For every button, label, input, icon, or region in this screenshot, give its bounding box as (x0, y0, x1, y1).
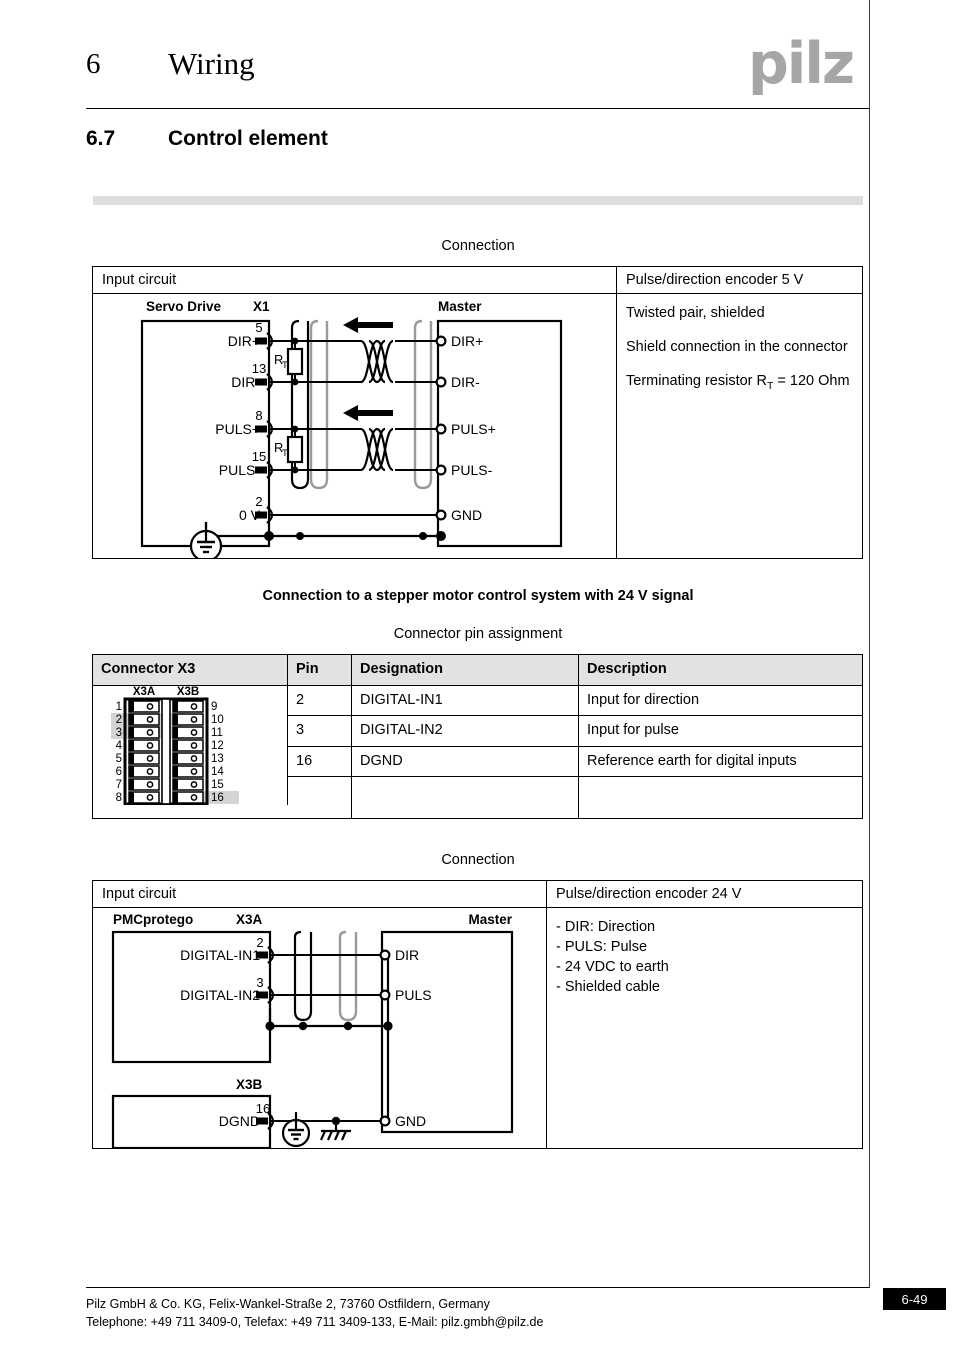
cell-designation: DIGITAL-IN1 (352, 686, 579, 716)
diagram1-note-2: Shield connection in the connector (626, 339, 848, 356)
diagram2-note-2: - PULS: Pulse (556, 939, 648, 956)
svg-text:R: R (274, 440, 284, 455)
svg-text:16: 16 (255, 1101, 271, 1116)
svg-text:2: 2 (255, 494, 263, 509)
svg-text:5: 5 (255, 320, 263, 335)
svg-text:2: 2 (256, 935, 264, 950)
col-header-pin: Pin (288, 655, 352, 686)
accent-bar (93, 196, 863, 205)
svg-text:PULS+: PULS+ (451, 421, 496, 437)
diagram2-left-header: Input circuit (102, 886, 177, 902)
footer-line-1: Pilz GmbH & Co. KG, Felix-Wankel-Straße 2, 73760 Ostfildern, Germany (86, 1297, 490, 1311)
diagram2-note-4: - Shielded cable (556, 979, 660, 996)
pin-assignment-caption: Connector pin assignment (393, 626, 563, 642)
diagram1-table (92, 266, 863, 559)
svg-text:DIR: DIR (395, 947, 420, 963)
cell-pin: 2 (288, 686, 352, 716)
svg-text:3: 3 (115, 726, 122, 739)
pilz-logo: pilz (748, 31, 854, 97)
svg-text:PULS: PULS (395, 987, 432, 1003)
svg-text:1: 1 (115, 700, 122, 713)
svg-text:2: 2 (115, 713, 122, 726)
diagram1-header-row (93, 267, 862, 294)
svg-text:DIGITAL-IN1: DIGITAL-IN1 (180, 947, 260, 963)
diagram2-device-label: PMCprotego (113, 912, 194, 927)
diagram2-notes (546, 908, 862, 1148)
cell-designation: DGND (352, 747, 579, 777)
svg-text:DIR-: DIR- (451, 374, 480, 390)
col-header-connector: Connector X3 (93, 655, 288, 686)
svg-text:X3A: X3A (132, 685, 156, 698)
diagram2-table (92, 880, 863, 1149)
svg-text:PULS-: PULS- (451, 462, 493, 478)
diagram2-right-header: Pulse/direction encoder 24 V (546, 881, 862, 907)
svg-text:4: 4 (115, 739, 122, 752)
svg-text:DIGITAL-IN2: DIGITAL-IN2 (180, 987, 260, 1003)
table-row (288, 716, 862, 747)
svg-text:3: 3 (256, 975, 264, 990)
section-number: 6.7 (86, 127, 116, 150)
diagram1-master-label: Master (438, 299, 482, 314)
svg-text:16: 16 (211, 791, 224, 804)
page-right-rule (869, 0, 870, 1288)
svg-text:7: 7 (115, 778, 122, 791)
diagram2-schematic (93, 908, 546, 1148)
page-number-badge: 6-49 (883, 1288, 946, 1310)
svg-text:0 V: 0 V (238, 507, 260, 523)
svg-text:13: 13 (251, 361, 267, 376)
table-header-row (93, 655, 862, 686)
table-body-row (93, 686, 862, 819)
diagram1-note-1: Twisted pair, shielded (626, 305, 765, 321)
svg-text:R: R (274, 352, 284, 367)
diagram1-left-header: Input circuit (102, 272, 177, 288)
svg-text:DGND: DGND (218, 1113, 260, 1129)
stepper-headline: Connection to a stepper motor control system with 24 V signal (262, 588, 694, 604)
svg-text:9: 9 (211, 700, 218, 713)
diagram2-caption: Connection (441, 852, 515, 868)
svg-text:15: 15 (211, 778, 224, 791)
svg-text:DIR+: DIR+ (227, 333, 260, 349)
diagram1-right-header: Pulse/direction encoder 5 V (616, 267, 862, 293)
svg-text:GND: GND (451, 507, 483, 523)
chapter-number: 6 (86, 48, 101, 80)
svg-text:T: T (282, 360, 288, 371)
svg-text:8: 8 (115, 791, 122, 804)
footer-line-2: Telephone: +49 711 3409-0, Telefax: +49 711 3409-133, E-Mail: pilz.gmbh@pilz.de (86, 1315, 544, 1330)
diagram1-connector-label: X1 (253, 299, 270, 314)
cell-pin: 16 (288, 747, 352, 777)
diagram2-header-row (93, 881, 862, 908)
diagram2-connector-b-label: X3B (236, 1077, 263, 1092)
cell-pin: 3 (288, 716, 352, 746)
header-divider (86, 108, 869, 109)
col-header-designation: Designation (352, 655, 579, 686)
diagram2-note-3: - 24 VDC to earth (556, 959, 669, 976)
diagram1-note-3: Terminating resistor $R_T = 120$ Ohm (626, 373, 850, 393)
svg-text:8: 8 (255, 408, 263, 423)
footer-divider (86, 1287, 869, 1288)
cell-empty (288, 777, 352, 818)
svg-text:T: T (282, 448, 288, 459)
page-title: Control element (168, 127, 328, 150)
cell-empty (579, 777, 862, 818)
svg-text:14: 14 (211, 765, 224, 778)
cell-empty (352, 777, 579, 818)
svg-text:X3B: X3B (176, 685, 200, 698)
pmcprotego-schematic-svg (93, 908, 546, 1148)
diagram1-schematic (93, 294, 616, 558)
svg-text:PULS-: PULS- (218, 462, 260, 478)
cell-description: Input for pulse (587, 722, 679, 739)
svg-text:6: 6 (115, 765, 122, 778)
table-row (288, 747, 862, 778)
diagram1-device-label: Servo Drive (146, 299, 222, 314)
svg-text:15: 15 (251, 449, 267, 464)
servo-drive-schematic-svg (93, 294, 616, 558)
cell-designation: DIGITAL-IN2 (352, 716, 579, 746)
connector-pinout-svg (93, 686, 287, 805)
svg-text:DIR+: DIR+ (451, 333, 484, 349)
connector-x3-graphic (93, 686, 288, 805)
svg-text:PULS+: PULS+ (215, 421, 260, 437)
svg-text:GND: GND (395, 1113, 427, 1129)
col-header-description: Description (579, 655, 862, 686)
diagram2-master-label: Master (468, 912, 512, 927)
table-row (288, 686, 862, 717)
svg-text:5: 5 (115, 752, 122, 765)
diagram2-note-1: - DIR: Direction (556, 919, 656, 935)
table-filler-row (288, 777, 862, 818)
cell-description: Reference earth for digital inputs (587, 752, 797, 769)
diagram1-caption: Connection (441, 238, 515, 254)
diagram1-notes (616, 294, 862, 558)
cell-description: Input for direction (587, 691, 700, 708)
svg-text:DIR-: DIR- (231, 374, 260, 390)
svg-text:10: 10 (211, 713, 224, 726)
svg-text:12: 12 (211, 739, 224, 752)
footer-address (86, 1295, 543, 1331)
svg-text:13: 13 (211, 752, 224, 765)
chapter-title: Wiring (168, 46, 255, 81)
diagram2-connector-a-label: X3A (236, 912, 263, 927)
connector-pin-table (92, 654, 863, 819)
svg-text:11: 11 (211, 726, 223, 739)
